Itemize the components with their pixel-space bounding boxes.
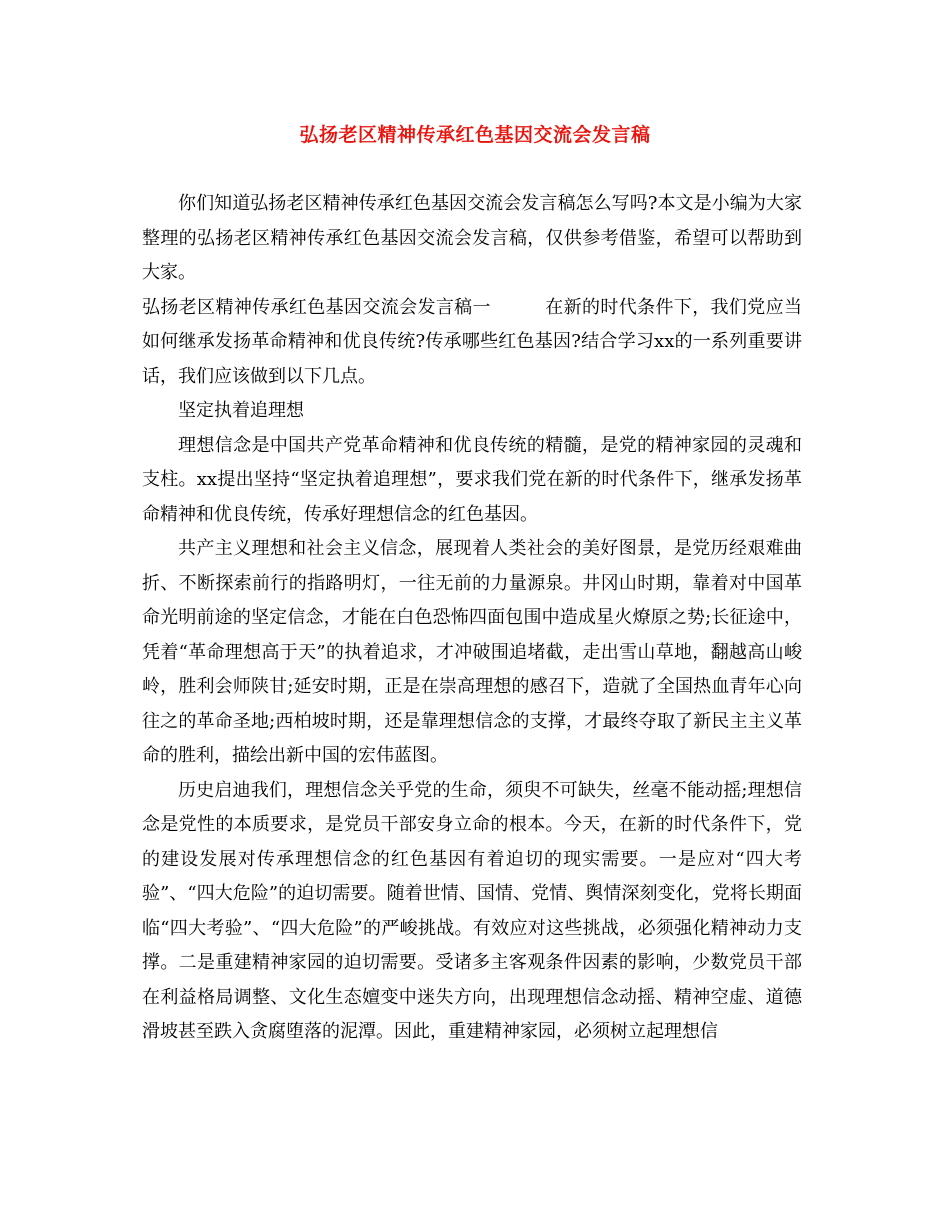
document-title: 弘扬老区精神传承红色基因交流会发言稿 bbox=[299, 124, 651, 146]
section-opening: 在新的时代条件下，我们党应当如何继承发扬革命精神和优良传统?传承哪些红色基因?结合学习xx的一系列重要讲话，我们应该做到以下几点。 bbox=[142, 296, 803, 387]
body-paragraph: 共产主义理想和社会主义信念，展现着人类社会的美好图景，是党历经艰难曲折、不断探索前行的指路明灯，一往无前的力量源泉。井冈山时期，靠着对中国革命光明前途的坚定信念，才能在白色恐怖四面包围中造成星火燎原之势;长征途中，凭着“革命理想高于天”的执着追求，才冲破围追堵截，走出雪山草地，翻越高山峻岭，胜利会师陕甘;延安时期，正是在崇高理想的感召下，造就了全国热血青年心向往之的革命圣地;西柏坡时期，还是靠理想信念的支撑，才最终夺取了新民主主义革命的胜利，描绘出新中国的宏伟蓝图。 bbox=[142, 538, 802, 766]
subheading: 坚定执着追理想 bbox=[178, 400, 304, 421]
document-body bbox=[142, 187, 802, 1050]
intro-paragraph: 你们知道弘扬老区精神传承红色基因交流会发言稿怎么写吗?本文是小编为大家整理的弘扬老区精神传承红色基因交流会发言稿，仅供参考借鉴，希望可以帮助到大家。 bbox=[142, 193, 802, 283]
body-paragraph: 历史启迪我们，理想信念关乎党的生命，须臾不可缺失，丝毫不能动摇;理想信念是党性的本质要求，是党员干部安身立命的根本。今天，在新的时代条件下，党的建设发展对传承理想信念的红色基因有着迫切的现实需要。一是应对“四大考验”、“四大危险”的迫切需要。随着世情、国情、党情、舆情深刻变化，党将长期面临“四大考验”、“四大危险”的严峻挑战。有效应对这些挑战，必须强化精神动力支撑。二是重建精神家园的迫切需要。受诸多主客观条件因素的影响，少数党员干部在利益格局调整、文化生态嬗变中迷失方向，出现理想信念动摇、精神空虚、道德滑坡甚至跌入贪腐堕落的泥潭。因此，重建精神家园，必须树立起理想信 bbox=[142, 779, 802, 1042]
section-heading: 弘扬老区精神传承红色基因交流会发言稿一 bbox=[142, 296, 491, 318]
body-paragraph: 理想信念是中国共产党革命精神和优良传统的精髓，是党的精神家园的灵魂和支柱。xx提出坚持“坚定执着追理想”，要求我们党在新的时代条件下，继承发扬革命精神和优良传统，传承好理想信念的红色基因。 bbox=[142, 434, 802, 525]
section-paragraph bbox=[142, 291, 802, 395]
